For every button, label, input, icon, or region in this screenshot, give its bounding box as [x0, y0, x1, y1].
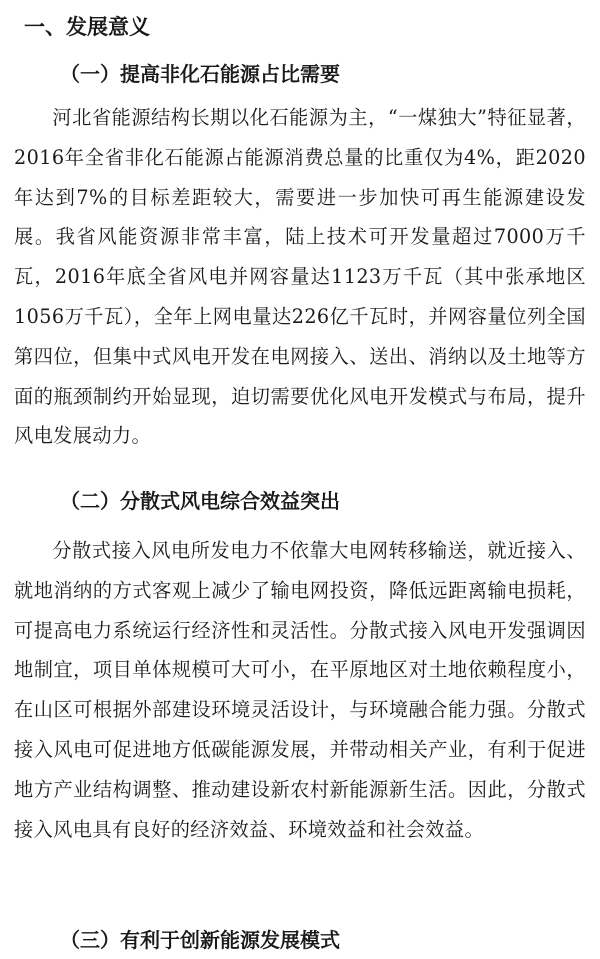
subsection-paragraph-1: 河北省能源结构长期以化石能源为主，“一煤独大”特征显著，2016年全省非化石能源占能源消费总量的比重仅为4%，距2020年达到7%的目标差距较大，需要进一步加快可再生能源建设发展。我省风能资源非常丰富，陆上技术可开发量超过7000万千瓦，2016年底全省风电并网容量达1123万千瓦（其中张承地区1056万千瓦），全年上网电量达226亿千瓦时，并网容量位列全国第四位，但集中式风电开发在电网接入、送出、消纳以及土地等方面的瓶颈制约开始显现，迫切需要优化风电开发模式与布局，提升风电发展动力。 — [14, 106, 586, 448]
subsection-paragraph-2: 分散式接入风电所发电力不依靠大电网转移输送，就近接入、就地消纳的方式客观上减少了输电网投资，降低远距离输电损耗，可提高电力系统运行经济性和灵活性。分散式接入风电开发强调因地制宜，项目单体规模可大可小，在平原地区对土地依赖程度小，在山区可根据外部建设环境灵活设计，与环境融合能力强。分散式接入风电可促进地方低碳能源发展，并带动相关产业，有利于促进地方产业结构调整、推动建设新农村新能源新生活。因此，分散式接入风电具有良好的经济效益、环境效益和社会效益。 — [14, 539, 586, 841]
subsection-title-1: （一）提高非化石能源占比需要 — [60, 62, 340, 86]
subsection-title-2: （二）分散式风电综合效益突出 — [60, 489, 340, 513]
section-heading: 一、发展意义 — [24, 15, 150, 39]
subsection-title-3: （三）有利于创新能源发展模式 — [60, 928, 340, 952]
